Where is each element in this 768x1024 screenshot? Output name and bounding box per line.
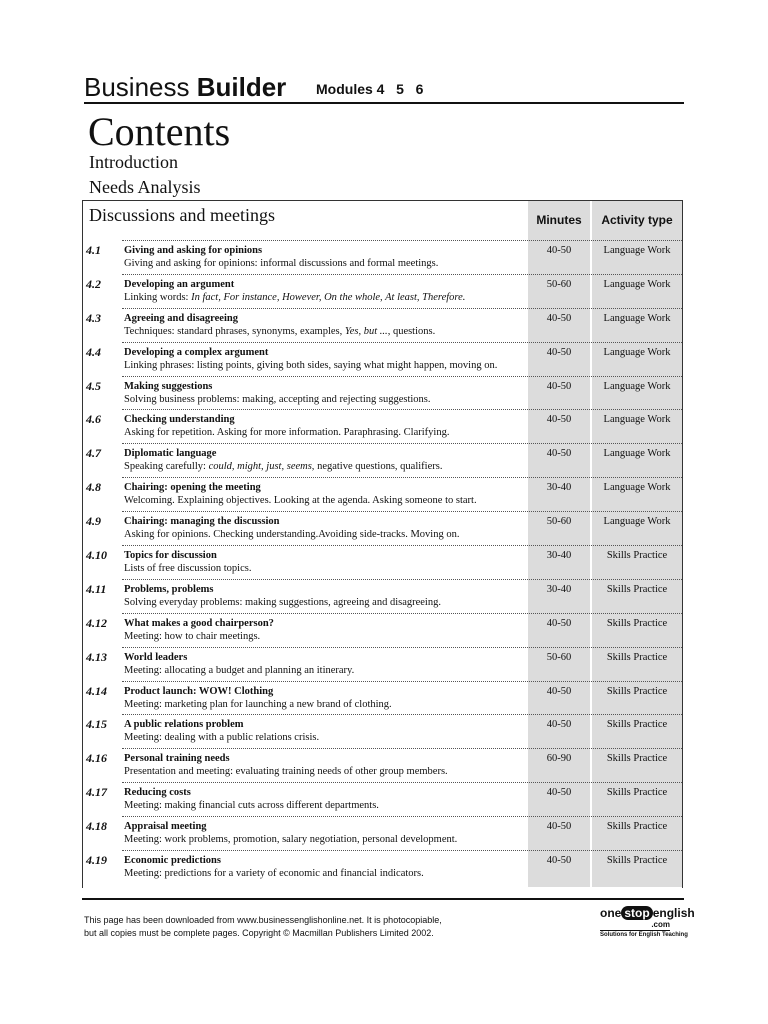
row-title: Checking understanding	[124, 414, 235, 426]
table-row	[86, 579, 682, 613]
row-number: 4.9	[86, 514, 101, 529]
row-minutes: 40-50	[546, 312, 572, 324]
row-activity-type: Skills Practice	[606, 583, 668, 595]
row-number: 4.1	[86, 243, 101, 257]
footer-line-1: This page has been downloaded from www.businessenglishonline.net. It is photocopiable,	[84, 915, 442, 925]
modules-label: Modules 4 5 6	[316, 81, 424, 97]
row-number: 4.2	[86, 276, 101, 291]
logo-com: .com	[651, 920, 670, 929]
introduction-heading: Introduction	[89, 152, 178, 172]
row-title: Chairing: managing the discussion	[124, 516, 280, 528]
table-row	[86, 511, 682, 545]
column-header-minutes: Minutes	[536, 213, 582, 227]
row-minutes: 40-50	[546, 245, 572, 256]
row-activity-type: Language Work	[603, 346, 671, 358]
row-activity-type: Language Work	[603, 278, 671, 290]
footer-divider	[82, 898, 684, 900]
row-title: Reducing costs	[124, 787, 191, 799]
footer-copyright	[84, 914, 442, 940]
row-activity-type: Skills Practice	[606, 855, 668, 867]
row-description-text: , questions.	[387, 325, 436, 337]
table-row	[86, 545, 682, 579]
row-description: Asking for opinions. Checking understanding.Avoiding side-tracks. Moving on.	[124, 529, 460, 541]
row-description-text: Techniques: standard phrases, synonyms, examples,	[124, 325, 345, 337]
row-number: 4.11	[86, 581, 107, 596]
row-minutes: 40-50	[546, 821, 572, 833]
row-description	[124, 460, 442, 473]
table-row	[86, 240, 682, 274]
row-number: 4.7	[86, 446, 101, 461]
row-title: Giving and asking for opinions	[124, 245, 263, 256]
row-minutes: 40-50	[546, 787, 572, 799]
row-description-text: Linking words:	[124, 291, 192, 303]
row-description: Lists of free discussion topics.	[124, 563, 252, 575]
page-header	[84, 72, 684, 104]
row-number: 4.4	[86, 344, 101, 359]
row-title: Product launch: WOW! Clothing	[124, 685, 274, 697]
row-title: Diplomatic language	[124, 448, 217, 460]
row-title: Developing a complex argument	[124, 346, 269, 358]
row-number: 4.18	[86, 819, 107, 834]
logo-one: one	[600, 906, 622, 920]
row-activity-type: Skills Practice	[606, 821, 668, 833]
row-activity-type: Language Work	[603, 312, 671, 324]
row-minutes: 30-40	[546, 583, 572, 595]
row-activity-type: Language Work	[603, 414, 671, 426]
table-row	[86, 342, 682, 376]
row-description: Meeting: dealing with a public relations crisis.	[124, 732, 320, 744]
row-description-italic: In fact, For instance, However, On the whole, At least, Therefore.	[191, 291, 466, 303]
logo-tagline: Solutions for English Teaching	[600, 932, 688, 938]
row-description: Solving business problems: making, accepting and rejecting suggestions.	[124, 393, 431, 405]
row-number: 4.14	[86, 683, 107, 698]
row-description: Asking for repetition. Asking for more information. Paraphrasing. Clarifying.	[124, 427, 450, 439]
row-minutes: 50-60	[546, 651, 572, 663]
row-activity-type: Language Work	[603, 245, 671, 256]
row-title: Appraisal meeting	[124, 821, 207, 833]
logo-stop: stop	[621, 906, 652, 920]
row-description	[124, 291, 465, 304]
table-row	[86, 816, 682, 850]
row-description-italic: could, might, just, seems,	[208, 461, 315, 473]
row-description: Meeting: work problems, promotion, salary negotiation, personal development.	[124, 834, 458, 846]
row-minutes: 40-50	[546, 719, 572, 731]
row-activity-type: Skills Practice	[606, 617, 668, 629]
row-number: 4.10	[86, 548, 107, 563]
contents-list	[82, 240, 683, 884]
brand-bold: Builder	[196, 72, 287, 102]
section-title: Discussions and meetings	[89, 205, 275, 225]
row-number: 4.17	[86, 785, 107, 800]
row-activity-type: Language Work	[603, 448, 671, 460]
table-row	[86, 681, 682, 715]
table-row	[86, 477, 682, 511]
row-number: 4.5	[86, 378, 101, 393]
row-description	[124, 325, 435, 338]
row-number: 4.15	[86, 717, 107, 732]
row-number: 4.13	[86, 649, 107, 664]
row-activity-type: Language Work	[603, 482, 671, 494]
row-minutes: 60-90	[546, 753, 572, 765]
row-description: Welcoming. Explaining objectives. Looking at the agenda. Asking someone to start.	[124, 495, 477, 507]
row-number: 4.3	[86, 310, 101, 325]
row-description-text: Speaking carefully:	[124, 461, 209, 473]
row-title: What makes a good chairperson?	[124, 617, 274, 629]
table-row	[86, 748, 682, 782]
row-activity-type: Skills Practice	[606, 787, 668, 799]
logo-english: english	[652, 906, 695, 920]
row-title: Agreeing and disagreeing	[124, 312, 238, 324]
row-title: Chairing: opening the meeting	[124, 482, 261, 494]
row-description-text: negative questions, qualifiers.	[314, 461, 443, 473]
row-minutes: 50-60	[546, 516, 572, 528]
row-description: Meeting: how to chair meetings.	[124, 630, 261, 642]
row-activity-type: Skills Practice	[606, 685, 668, 697]
row-title: A public relations problem	[124, 719, 244, 731]
column-header-activity: Activity type	[601, 213, 673, 227]
row-activity-type: Skills Practice	[606, 719, 668, 731]
row-title: Economic predictions	[124, 855, 221, 867]
table-row	[86, 274, 682, 308]
row-title: Problems, problems	[124, 583, 214, 595]
row-description: Meeting: allocating a budget and planning an itinerary.	[124, 664, 355, 676]
row-title: Developing an argument	[124, 278, 235, 290]
footer-line-2: but all copies must be complete pages. Copyright © Macmillan Publishers Limited 2002.	[84, 928, 434, 938]
table-row	[86, 308, 682, 342]
table-row	[86, 409, 682, 443]
row-minutes: 40-50	[546, 617, 572, 629]
row-description: Meeting: predictions for a variety of economic and financial indicators.	[124, 868, 424, 880]
row-minutes: 40-50	[546, 414, 572, 426]
row-activity-type: Skills Practice	[606, 753, 668, 765]
table-row	[86, 850, 682, 884]
table-row	[86, 714, 682, 748]
row-description: Presentation and meeting: evaluating training needs of other group members.	[124, 766, 448, 778]
row-activity-type: Language Work	[603, 516, 671, 528]
table-row	[86, 443, 682, 477]
needs-analysis-heading: Needs Analysis	[89, 177, 201, 197]
row-minutes: 30-40	[546, 482, 572, 494]
onestopenglish-logo	[600, 906, 695, 942]
row-minutes: 30-40	[546, 550, 572, 562]
row-activity-type: Language Work	[603, 380, 671, 392]
table-row	[86, 613, 682, 647]
row-number: 4.19	[86, 853, 107, 868]
row-title: World leaders	[124, 651, 188, 663]
page-title: Contents	[88, 109, 231, 154]
row-description: Linking phrases: listing points, giving both sides, saying what might happen, moving on.	[124, 359, 498, 371]
table-row	[86, 782, 682, 816]
row-title: Making suggestions	[124, 380, 213, 392]
row-description: Meeting: marketing plan for launching a new brand of clothing.	[124, 698, 392, 710]
table-row	[86, 647, 682, 681]
row-activity-type: Skills Practice	[606, 550, 668, 562]
logo-wordmark	[600, 906, 695, 920]
row-title: Personal training needs	[124, 753, 230, 765]
row-number: 4.8	[86, 480, 101, 495]
row-minutes: 40-50	[546, 380, 572, 392]
row-description-italic: Yes, but ...	[344, 325, 388, 337]
row-minutes: 40-50	[546, 346, 572, 358]
row-number: 4.12	[86, 615, 107, 630]
table-row	[86, 376, 682, 410]
row-description: Meeting: making financial cuts across different departments.	[124, 800, 379, 812]
row-activity-type: Skills Practice	[606, 651, 668, 663]
row-number: 4.6	[86, 412, 101, 427]
row-description: Giving and asking for opinions: informal discussions and formal meetings.	[124, 258, 439, 269]
row-minutes: 40-50	[546, 685, 572, 697]
row-number: 4.16	[86, 751, 107, 766]
row-minutes: 50-60	[546, 278, 572, 290]
row-description: Solving everyday problems: making suggestions, agreeing and disagreeing.	[124, 596, 441, 608]
brand-regular: Business	[84, 72, 190, 102]
brand-title	[84, 72, 286, 102]
row-minutes: 40-50	[546, 448, 572, 460]
row-title: Topics for discussion	[124, 550, 217, 562]
row-minutes: 40-50	[546, 855, 572, 867]
